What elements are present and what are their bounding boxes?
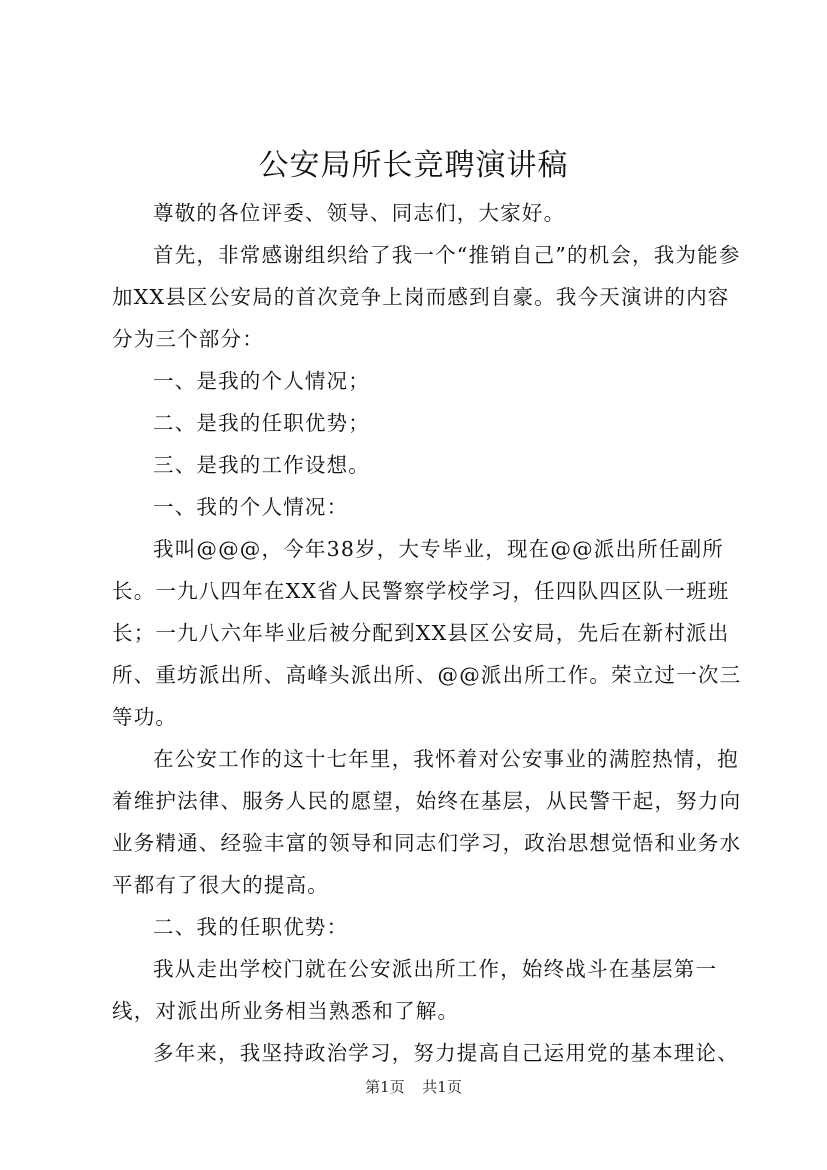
- paragraph-6: 我叫@@@，今年38岁，大专毕业，现在@@派出所任副所长。一九八四年在XX省人民警察学校学习，任四队四区队一班班长；一九八六年毕业后被分配到XX县区公安局，先后在新村派出所、重坊派出所、高峰头派出所、@@派出所工作。荣立过一次三等功。: [112, 537, 742, 729]
- paragraph-8: 我从走出学校门就在公安派出所工作，始终战斗在基层第一线，对派出所业务相当熟悉和了解。: [112, 957, 718, 1023]
- paragraph-5: 三、是我的工作设想。: [153, 453, 370, 477]
- section-heading-1: 一、我的个人情况：: [153, 495, 349, 519]
- document-title: 公安局所长竞聘演讲稿: [258, 148, 569, 183]
- total-pages: 共1页: [422, 1078, 462, 1096]
- paragraph-2: 首先，非常感谢组织给了我一个“推销自己”的机会，我为能参加XX县区公安局的首次竞争上岗而感到自豪。我今天演讲的内容分为三个部分：: [112, 243, 741, 351]
- paragraph-9: 多年来，我坚持政治学习，努力提高自己运用党的基本理论、: [153, 1041, 739, 1065]
- document-body: [112, 192, 742, 1074]
- paragraph-4: 二、是我的任职优势；: [153, 411, 370, 435]
- page-number: 第1页: [365, 1078, 405, 1096]
- paragraph-1: 尊敬的各位评委、领导、同志们，大家好。: [153, 201, 566, 225]
- paragraph-3: 一、是我的个人情况；: [153, 369, 370, 393]
- section-heading-2: 二、我的任职优势：: [153, 915, 349, 939]
- paragraph-7: 在公安工作的这十七年里，我怀着对公安事业的满腔热情，抱着维护法律、服务人民的愿望，始终在基层，从民警干起，努力向业务精通、经验丰富的领导和同志们学习，政治思想觉悟和业务水平都有了很大的提高。: [112, 747, 742, 897]
- page-footer: [0, 1077, 827, 1097]
